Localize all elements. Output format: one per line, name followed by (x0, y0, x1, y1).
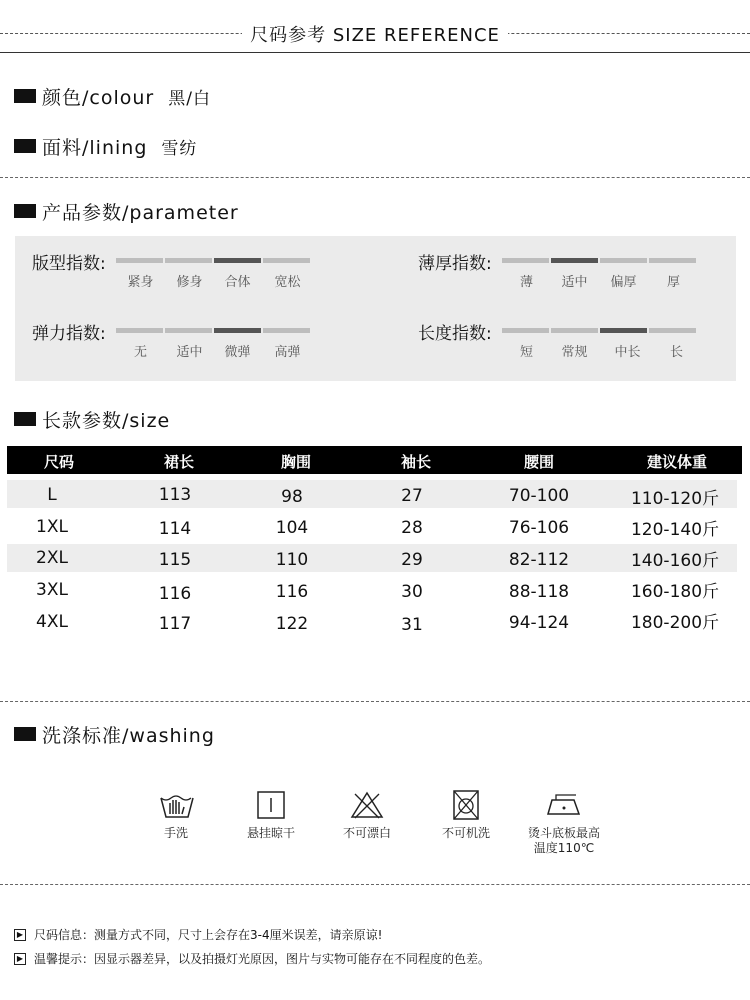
washing-label: 洗涤标准/washing (42, 724, 215, 747)
bullet-block (14, 89, 36, 103)
table-cell: 114 (158, 519, 192, 539)
table-cell: 110-120斤 (630, 489, 720, 509)
wash-label: 手洗 (163, 826, 188, 840)
gauge-segment-selected (214, 258, 261, 263)
parameter-label: 产品参数/parameter (42, 201, 239, 224)
wash-label-line: 温度110℃ (533, 841, 595, 855)
gauge-option: 微弹 (224, 345, 251, 360)
column-header: 尺码 (43, 453, 74, 471)
table-cell: 180-200斤 (630, 613, 720, 633)
play-icon: ▶ (14, 953, 26, 965)
gauge-segment (502, 328, 549, 333)
section-divider (0, 701, 750, 702)
gauge-option: 中长 (614, 345, 641, 360)
table-cell: 122 (275, 614, 309, 634)
table-cell: 104 (275, 518, 309, 538)
size-label: 长款参数/size (42, 409, 171, 432)
header-rule (0, 52, 750, 53)
wash-label: 悬挂晾干 (246, 826, 295, 840)
table-cell: 27 (401, 486, 423, 506)
note-text: 尺码信息：测量方式不同，尺寸上会存在3-4厘米误差，请亲原谅! (34, 928, 383, 942)
size-heading (14, 407, 170, 431)
lining-row (14, 134, 197, 158)
table-cell: 116 (158, 584, 192, 604)
wash-label: 不可机洗 (441, 826, 490, 840)
gauge-option: 适中 (561, 275, 588, 290)
gauge-segment (502, 258, 549, 263)
table-cell: 82-112 (508, 550, 570, 570)
table-cell: 76-106 (508, 518, 570, 538)
note-text: 温馨提示：因显示器差异，以及拍摄灯光原因，图片与实物可能存在不同程度的色差。 (34, 952, 491, 966)
section-divider (0, 884, 750, 885)
table-cell: 2XL (36, 548, 68, 568)
table-cell: 4XL (36, 612, 68, 632)
gauge-segment (600, 258, 647, 263)
parameter-heading (14, 199, 239, 223)
wash-label (514, 826, 614, 856)
gauge-option: 合体 (224, 275, 251, 290)
gauge-title-thickness: 薄厚指数: (418, 254, 492, 274)
gauge-segment (165, 328, 212, 333)
wash-label: 不可漂白 (342, 826, 391, 840)
table-cell: 98 (281, 487, 303, 507)
section-divider (0, 177, 750, 178)
table-cell: 110 (275, 550, 309, 570)
table-cell: 70-100 (508, 486, 570, 506)
table-cell: 140-160斤 (630, 551, 720, 571)
gauge-option: 修身 (176, 275, 203, 290)
no-machine-wash-icon (446, 790, 486, 820)
table-cell: 160-180斤 (630, 582, 720, 602)
table-cell: 115 (158, 550, 192, 570)
note-color-tip (14, 950, 490, 967)
hand-wash-icon (157, 790, 197, 820)
gauge-segment (116, 328, 163, 333)
gauge-segment-selected (551, 258, 598, 263)
colour-label: 颜色/colour (42, 86, 155, 109)
lining-value: 雪纺 (161, 138, 198, 159)
gauge-option: 长 (669, 345, 683, 360)
gauge-segment (263, 258, 310, 263)
colour-value: 黑/白 (168, 88, 211, 109)
gauge-segment-selected (600, 328, 647, 333)
no-bleach-icon (347, 790, 387, 820)
play-icon: ▶ (14, 929, 26, 941)
gauge-option: 偏厚 (610, 275, 637, 290)
column-header: 裙长 (163, 453, 194, 471)
gauge-option: 常规 (561, 345, 588, 360)
table-cell: 31 (401, 615, 423, 635)
column-header: 袖长 (400, 453, 431, 471)
table-cell: 116 (275, 582, 309, 602)
gauge-segment (649, 328, 696, 333)
column-header: 胸围 (280, 453, 311, 471)
lining-label: 面料/lining (42, 136, 148, 159)
gauge-option: 短 (519, 345, 533, 360)
table-cell: 120-140斤 (630, 520, 720, 540)
column-header: 建议体重 (646, 453, 707, 471)
table-cell: 28 (401, 518, 423, 538)
table-cell: 117 (158, 614, 192, 634)
table-cell: 88-118 (508, 582, 570, 602)
table-cell: 94-124 (508, 613, 570, 633)
gauge-title-elasticity: 弹力指数: (32, 324, 106, 344)
gauge-title-fit: 版型指数: (32, 254, 106, 274)
table-cell: 30 (401, 582, 423, 602)
iron-icon (544, 790, 584, 820)
table-cell: L (47, 485, 57, 505)
gauge-option: 高弹 (274, 345, 301, 360)
size-table-header (7, 446, 742, 474)
note-size-info (14, 926, 382, 943)
table-cell: 29 (401, 550, 423, 570)
gauge-segment (649, 258, 696, 263)
gauge-segment (263, 328, 310, 333)
bullet-block (14, 139, 36, 153)
gauge-segment-selected (214, 328, 261, 333)
wash-label-line: 烫斗底板最高 (527, 826, 600, 840)
colour-row (14, 84, 211, 108)
gauge-option: 适中 (176, 345, 203, 360)
table-cell: 1XL (36, 517, 68, 537)
table-cell: 3XL (36, 580, 68, 600)
gauge-option: 薄 (519, 275, 533, 290)
bullet-block (14, 727, 36, 741)
bullet-block (14, 412, 36, 426)
gauge-option: 紧身 (127, 275, 154, 290)
washing-heading (14, 722, 215, 746)
gauge-segment (165, 258, 212, 263)
column-header: 腰围 (523, 453, 554, 471)
gauge-segment (116, 258, 163, 263)
gauge-segment (551, 328, 598, 333)
gauge-option: 无 (133, 345, 147, 360)
gauge-option: 厚 (666, 275, 680, 290)
gauge-option: 宽松 (274, 275, 301, 290)
table-cell: 113 (158, 485, 192, 505)
page-header (0, 18, 750, 48)
bullet-block (14, 204, 36, 218)
gauge-title-length: 长度指数: (418, 324, 492, 344)
page-title: 尺码参考 SIZE REFERENCE (242, 25, 508, 46)
hang-dry-icon (251, 790, 291, 820)
